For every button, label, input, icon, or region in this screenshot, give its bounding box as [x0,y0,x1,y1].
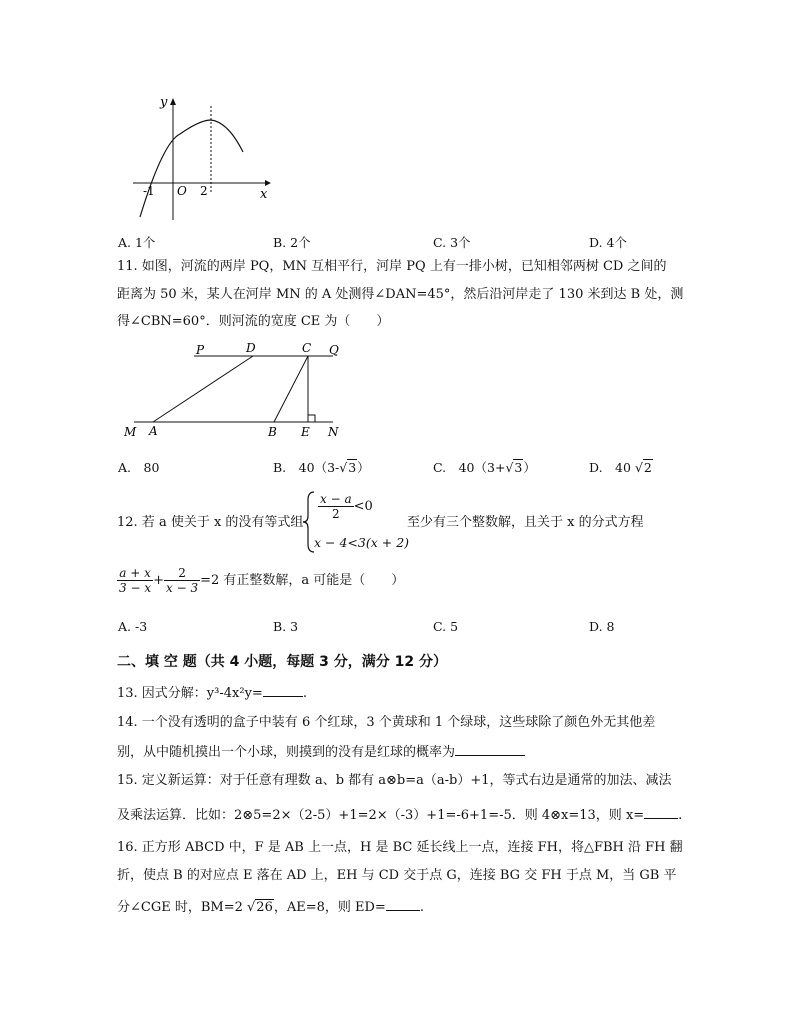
parabola-curve [140,120,243,217]
q15-line1: 15. 定义新运算：对于任意有理数 a、b 都有 a⊗b=a（a-b）+1，等式右边是通常的加法、减法 [117,773,672,788]
q12-suffix: 至少有三个整数解，且关于 x 的分式方程 [407,515,644,530]
origin-label: O [177,184,187,198]
q12-eq-den1: 3 − x [119,581,152,595]
q11-option-d-pre: D. 40 [589,460,631,475]
q13-text: 13. 因式分解：y³-4x²y= [117,686,263,701]
q12-eq-num2: 2 [164,566,200,581]
q11-option-b-radicand: 3 [348,460,357,475]
q11-option-c-post: ） [523,460,536,475]
q11-river-figure [120,338,350,443]
q15-answer-blank[interactable] [644,805,678,819]
q12-eq-frac1 [117,566,153,595]
q16-line3: 分∠CGE 时，BM=2 √26，AE=8，则 ED= . [117,897,424,917]
q16-line2: 折，使点 B 的对应点 E 落在 AD 上，EH 与 CD 交于点 G，连接 BG 交 FH 于点 M，当 GB 平 [117,868,677,883]
x-axis-arrow [265,180,271,186]
q16-answer-blank[interactable] [386,897,420,911]
tick-neg1: -1 [143,184,155,198]
q11-option-b: B. 40（3-√3） [273,460,370,475]
q12-ineq1-num: x − a [320,492,352,506]
q12-option-a: A. -3 [118,619,148,634]
y-label: y [160,95,168,110]
q11-line3: 得∠CBN=60°．则河流的宽度 CE 为（ ） [117,314,390,329]
right-angle-mark [308,415,315,422]
label-n: N [328,425,339,439]
label-m: M [124,425,137,439]
q12-eq-frac2 [164,566,200,595]
q10-parabola-graph [125,92,275,227]
q12-option-c: C. 5 [433,619,459,634]
q12-ineq2: x − 4<3(x + 2) [314,535,410,550]
q11-option-c-pre: C. 40（3+ [433,460,506,475]
q14-answer-blank[interactable] [455,742,525,756]
q11-line1: 11. 如图，河流的两岸 PQ，MN 互相平行，河岸 PQ 上有一排小树，已知相邻两树 CD 之间的 [117,259,667,274]
q12-ineq1 [318,492,373,521]
q12-ineq1-rel: <0 [353,499,373,514]
q16-line1: 16. 正方形 ABCD 中，F 是 AB 上一点，H 是 BC 延长线上一点，连接 FH，将△FBH 沿 FH 翻 [117,840,683,855]
q14-line1: 14. 一个没有透明的盒子中装有 6 个红球，3 个黄球和 1 个绿球，这些球除了颜色外无其他差 [117,715,656,730]
q15-line2-text: 及乘法运算．比如：2⊗5=2×（2-5）+1=2×（-3）+1=-6+1=-5．则 4⊗x=13，则 x= [117,808,645,823]
q11-option-b-post: ） [357,460,370,475]
label-b: B [268,425,277,439]
q12-eq-num1: a + x [117,566,153,581]
q11-option-d: D. 40 √2 [589,460,652,475]
q10-option-b: B. 2个 [273,235,311,250]
q12-prefix: 12. 若 a 使关于 x 的没有等式组 [117,515,304,530]
q11-option-a: A. 80 [118,460,160,475]
q12-equation [117,566,404,595]
q11-option-c-radicand: 3 [514,460,523,475]
label-d: D [246,341,256,355]
q14-line2 [117,742,525,762]
q10-option-d: D. 4个 [589,235,627,250]
q11-option-c: C. 40（3+√3） [433,460,536,475]
label-p: P [196,343,205,357]
q14-line2-text: 别，从中随机摸出一个小球，则摸到的没有是红球的概率为 [117,745,456,760]
q12-option-d: D. 8 [589,619,615,634]
q10-option-c: C. 3个 [433,235,471,250]
q15-line2: 及乘法运算．比如：2⊗5=2×（2-5）+1=2×（-3）+1=-6+1=-5．则 4⊗x=13，则 x= . [117,805,682,825]
q13-answer-blank[interactable] [263,683,303,697]
y-axis-arrow [170,98,176,105]
q12-eq-rest: =2 有正整数解，a 可能是（ ） [200,573,405,588]
q12-ineq1-frac [318,492,354,521]
q12-eq-den2: x − 3 [166,581,199,595]
q16-line3-pre: 分∠CGE 时，BM=2 [117,900,243,915]
label-q: Q [329,343,339,357]
q12-option-b: B. 3 [273,619,299,634]
x-label: x [260,187,268,202]
label-a: A [149,424,158,438]
q16-line3-post: ，AE=8，则 ED= [273,900,386,915]
label-c: C [302,341,312,355]
tick-2: 2 [200,184,208,198]
q12-eq-plus: + [153,573,164,588]
section2-title: 二、填 空 题（共 4 小题，每题 3 分，满分 12 分） [117,654,447,670]
q11-option-b-pre: B. 40（3- [273,460,340,475]
q11-line2: 距离为 50 米，某人在河岸 MN 的 A 处测得∠DAN=45°，然后沿河岸走了 130 米到达 B 处，测 [117,287,684,302]
q16-radicand: 26 [256,900,273,915]
q13: 13. 因式分解：y³-4x²y= . [117,683,307,703]
q12-ineq1-den: 2 [331,507,340,521]
segment-bc [274,356,308,422]
label-e: E [301,425,310,439]
q10-option-a: A. 1个 [118,235,156,250]
segment-ad [153,356,253,422]
q11-option-d-radicand: 2 [643,460,652,475]
